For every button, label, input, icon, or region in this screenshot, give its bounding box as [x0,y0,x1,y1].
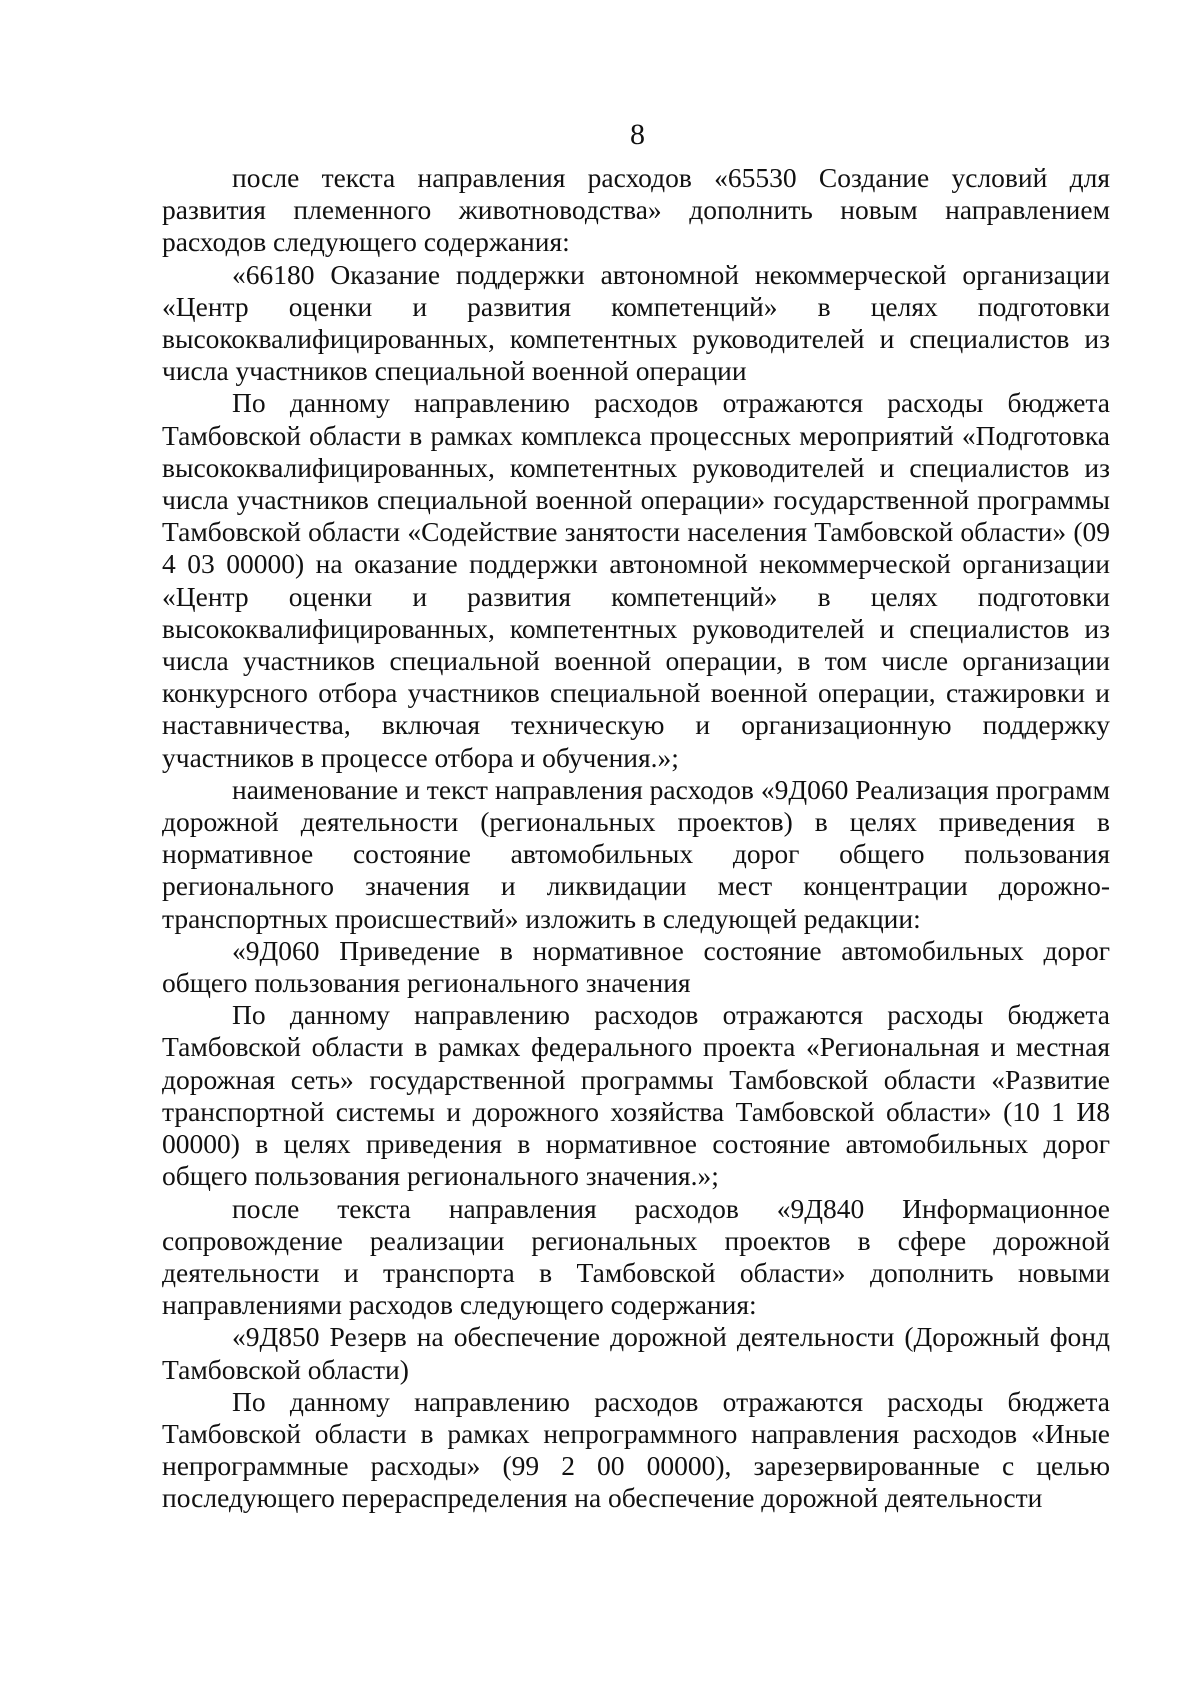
paragraph-7: после текста направления расходов «9Д840 Информационное сопровождение реализации региональных проектов в сфере дорожной деятельности и транспорта в Тамбовской области» дополнить новыми направлениями расходов следующего содержания: [162,1192,1110,1321]
paragraph-6: По данному направлению расходов отражаются расходы бюджета Тамбовской области в рамках федерального проекта «Региональная и местная дорожная сеть» государственной программы Тамбовской области «Развитие транспортной системы и дорожного хозяйства Тамбовской области» (10 1 И8 00000) в целях приведения в нормативное состояние автомобильных дорог общего пользования регионального значения.»; [162,999,1110,1192]
paragraph-5: «9Д060 Приведение в нормативное состояние автомобильных дорог общего пользования регионального значения [162,934,1110,999]
paragraph-1: после текста направления расходов «65530 Создание условий для развития племенного животноводства» дополнить новым направлением расходов следующего содержания: [162,162,1110,258]
paragraph-2: «66180 Оказание поддержки автономной некоммерческой организации «Центр оценки и развития компетенций» в целях подготовки высококвалифицированных, компетентных руководителей и специалистов из числа участников специальной военной операции [162,258,1110,387]
page-number: 8 [630,118,645,151]
paragraph-8: «9Д850 Резерв на обеспечение дорожной деятельности (Дорожный фонд Тамбовской области) [162,1321,1110,1385]
paragraph-3: По данному направлению расходов отражаются расходы бюджета Тамбовской области в рамках комплекса процессных мероприятий «Подготовка высококвалифицированных, компетентных руководителей и специалистов из числа участников специальной военной операции» государственной программы Тамбовской области «Содействие занятости населения Тамбовской области» (09 4 03 00000) на оказание поддержки автономной некоммерческой организации «Центр оценки и развития компетенций» в целях подготовки высококвалифицированных, компетентных руководителей и специалистов из числа участников специальной военной операции, в том числе организации конкурсного отбора участников специальной военной операции, стажировки и наставничества, включая техническую и организационную поддержку участников в процессе отбора и обучения.»; [162,387,1110,773]
paragraph-9: По данному направлению расходов отражаются расходы бюджета Тамбовской области в рамках непрограммного направления расходов «Иные непрограммные расходы» (99 2 00 00000), зарезервированные с целью последующего перераспределения на обеспечение дорожной деятельности [162,1385,1110,1514]
paragraph-4: наименование и текст направления расходов «9Д060 Реализация программ дорожной деятельности (региональных проектов) в целях приведения в нормативное состояние автомобильных дорог общего пользования регионального значения и ликвидации мест концентрации дорожно-транспортных происшествий» изложить в следующей редакции: [162,773,1110,934]
document-body [162,162,1110,1515]
